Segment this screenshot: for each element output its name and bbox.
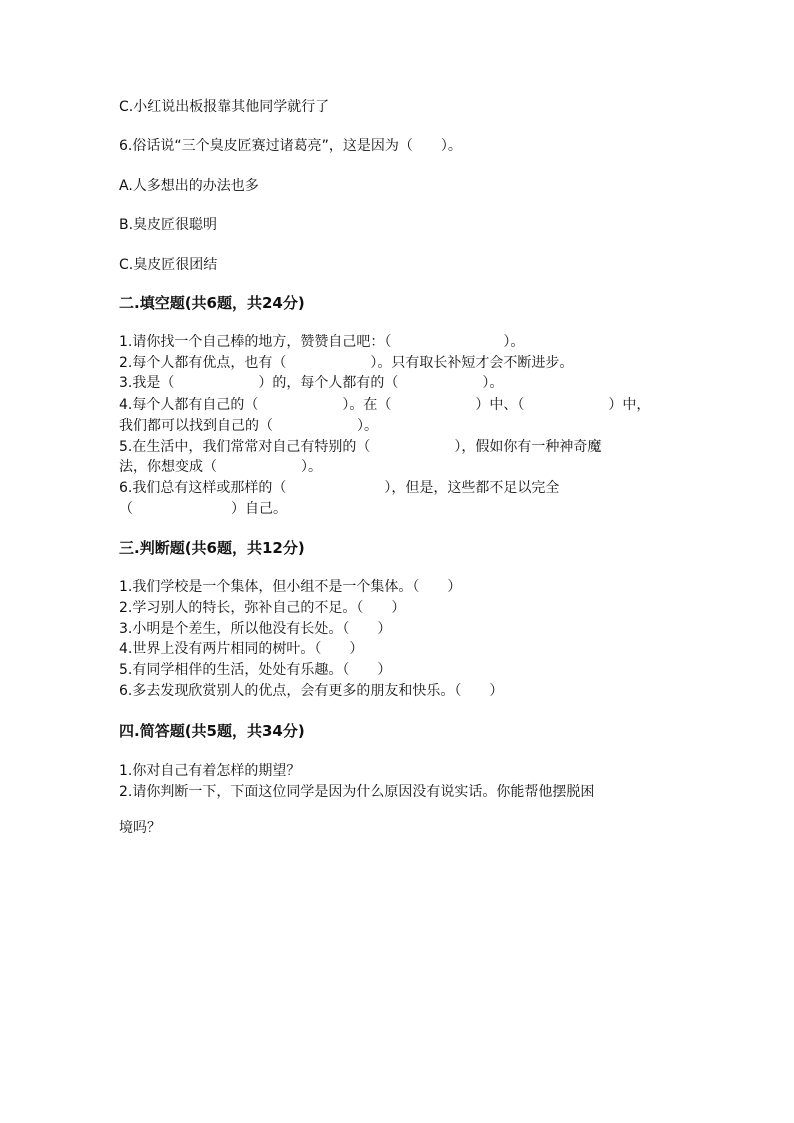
fill-blank-line: 4.每个人都有自己的（ ）。在（ ）中、（ ）中， [119, 397, 651, 413]
fill-blank-line: 我们都可以找到自己的（ ）。 [119, 418, 378, 434]
option-c-previous: C.小红说出板报靠其他同学就行了 [119, 99, 330, 115]
fill-blank-line: （ ）自己。 [119, 501, 287, 517]
question-6-stem: 6.俗话说“三个臭皮匠赛过诸葛亮”，这是因为（ ）。 [119, 138, 462, 154]
true-false-line: 2.学习别人的特长，弥补自己的不足。（ ） [119, 600, 406, 616]
fill-blank-line: 6.我们总有这样或那样的（ ），但是，这些都不足以完全 [119, 480, 560, 496]
short-answer-heading: 四.简答题(共5题，共34分) [119, 722, 305, 740]
short-answer-line: 1.你对自己有着怎样的期望？ [119, 763, 301, 779]
question-6-option-b: B.臭皮匠很聪明 [119, 217, 218, 233]
fill-blank-line: 1.请你找一个自己棒的地方，赞赞自己吧：（ ）。 [119, 334, 525, 350]
fill-blank-line: 2.每个人都有优点，也有（ ）。只有取长补短才会不断进步。 [119, 355, 574, 371]
true-false-line: 5.有同学相伴的生活，处处有乐趣。（ ） [119, 662, 392, 678]
true-false-line: 1.我们学校是一个集体，但小组不是一个集体。（ ） [119, 579, 462, 595]
true-false-line: 6.多去发现欣赏别人的优点，会有更多的朋友和快乐。（ ） [119, 683, 504, 699]
true-false-line: 3.小明是个差生，所以他没有长处。（ ） [119, 621, 392, 637]
question-6-option-a: A.人多想出的办法也多 [119, 178, 259, 194]
fill-blank-line: 5.在生活中，我们常常对自己有特别的（ ），假如你有一种神奇魔 [119, 439, 602, 455]
short-answer-line: 境吗？ [119, 820, 161, 836]
fill-blank-line: 法，你想变成（ ）。 [119, 459, 322, 475]
short-answer-line: 2.请你判断一下，下面这位同学是因为什么原因没有说实话。你能帮他摆脱困 [119, 784, 595, 800]
question-6-option-c: C.臭皮匠很团结 [119, 257, 218, 273]
true-false-heading: 三.判断题(共6题，共12分) [119, 539, 305, 557]
fill-blank-line: 3.我是（ ）的，每个人都有的（ ）。 [119, 375, 504, 391]
true-false-line: 4.世界上没有两片相同的树叶。（ ） [119, 641, 364, 657]
fill-blank-heading: 二.填空题(共6题，共24分) [119, 294, 305, 312]
